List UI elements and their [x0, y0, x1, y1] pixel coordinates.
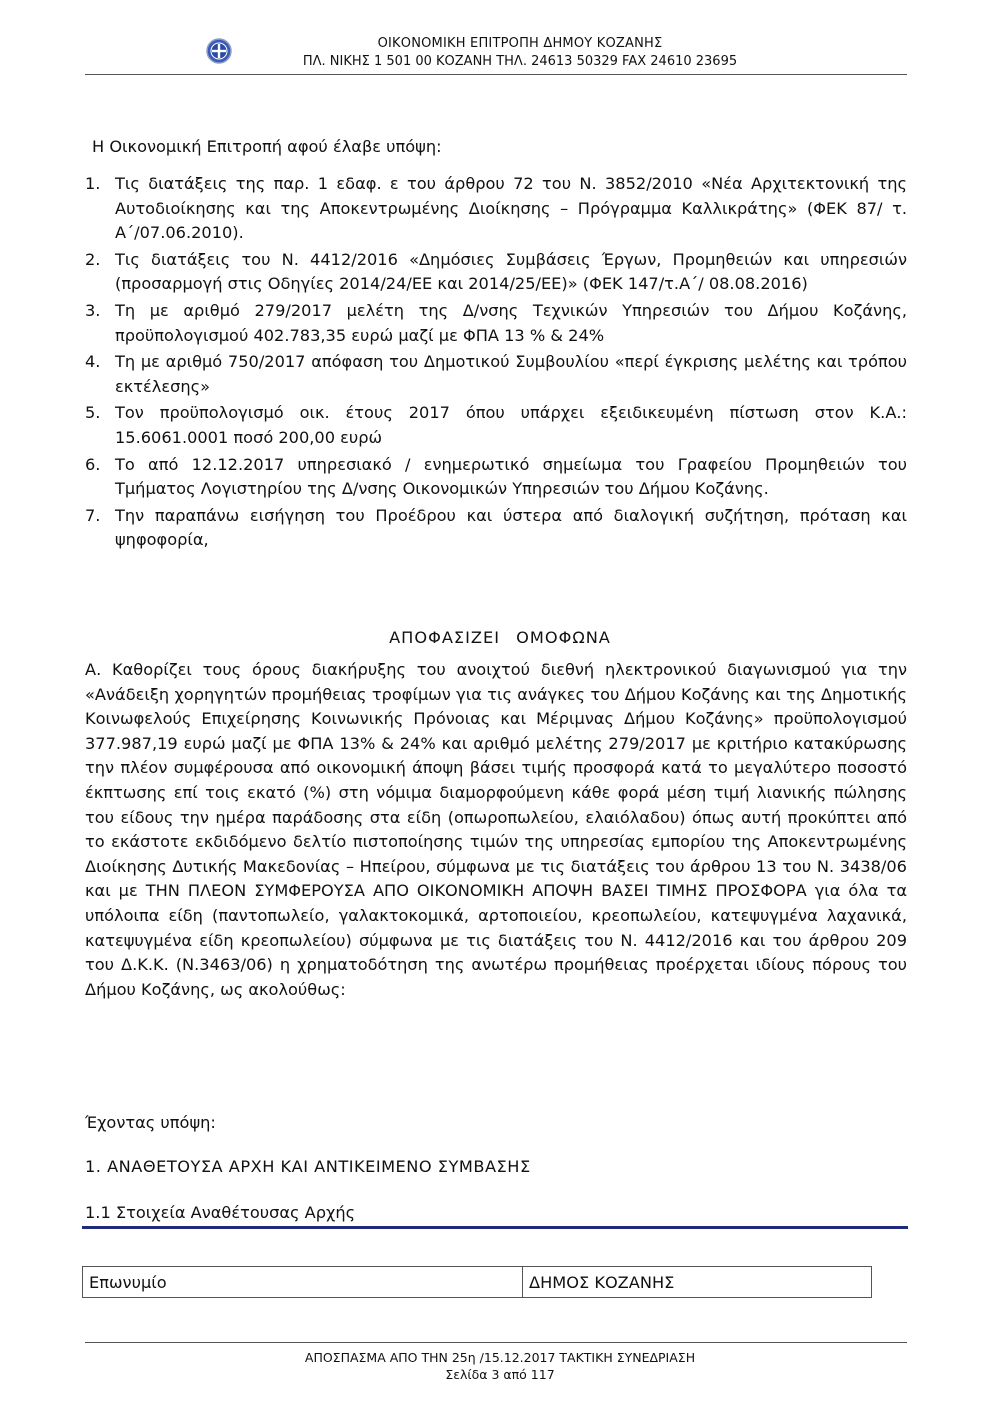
- table-value-cell: ΔΗΜΟΣ ΚΟΖΑΝΗΣ: [523, 1267, 872, 1298]
- item-text: Την παραπάνω εισήγηση του Προέδρου και ύστερα από διαλογική συζήτηση, πρόταση και ψηφοφορία,: [115, 505, 907, 550]
- item-number: 4.: [85, 352, 101, 372]
- item-number: 7.: [85, 505, 101, 525]
- table-key-cell: Επωνυμίο: [83, 1267, 523, 1298]
- list-item: [85, 350, 907, 399]
- item-text: Τη με αριθμό 279/2017 μελέτη της Δ/νσης Τεχνικών Υπηρεσιών του Δήμου Κοζάνης, προϋπολογισμού 402.783,35 ευρώ μαζί με ΦΠΑ 13 % & 24%: [115, 300, 907, 345]
- section-1-heading: 1. ΑΝΑΘΕΤΟΥΣΑ ΑΡΧΗ ΚΑΙ ΑΝΤΙΚΕΙΜΕΝΟ ΣΥΜΒΑΣΗΣ: [85, 1157, 531, 1176]
- list-item: [85, 299, 907, 348]
- header-divider: [85, 74, 907, 75]
- item-number: 1.: [85, 174, 101, 193]
- header-title: ΟΙΚΟΝΟΜΙΚΗ ΕΠΙΤΡΟΠΗ ΔΗΜΟΥ ΚΟΖΑΝΗΣ: [377, 36, 663, 51]
- list-item: [85, 504, 907, 553]
- considerations-list: [85, 172, 907, 555]
- page-header: [0, 0, 1000, 76]
- item-text: Τον προϋπολογισμό οικ. έτους 2017 όπου υπάρχει εξειδικευμένη πίστωση στον Κ.Α.: 15.6061.0001 ποσό 200,00 ευρώ: [115, 403, 907, 447]
- item-number: 5.: [85, 403, 101, 423]
- authority-table: [82, 1266, 872, 1298]
- page-number: Σελίδα 3 από 117: [445, 1367, 555, 1382]
- footer-divider: [85, 1342, 907, 1343]
- item-text: Τις διατάξεις του Ν. 4412/2016 «Δημόσιες Συμβάσεις Έργων, Προμηθειών και υπηρεσιών (προσαρμογή στις Οδηγίες 2014/24/ΕΕ και 2014/25/ΕΕ)» (ΦΕΚ 147/τ.Α΄/ 08.08.2016): [115, 249, 907, 294]
- item-number: 2.: [85, 249, 101, 269]
- paragraph-a: Α. Καθορίζει τους όρους διακήρυξης του ανοιχτού διεθνή ηλεκτρονικού διαγωνισμού για την «Ανάδειξη χορηγητών προμήθειας τροφίμων για τις ανάγκες του Δήμου Κοζάνης και της Δημοτικής Κοινωφελούς Επιχείρησης Κοινωνικής Πρόνοιας και Μέριμνας Δήμου Κοζάνης» προϋπολογισμού 377.987,19 ευρώ μαζί με ΦΠΑ 13% & 24% και αριθμό μελέτης 279/2017 με κριτήριο κατακύρωσης την πλέον συμφέρουσα από οικονομική άποψη βάσει τιμής προσφορά κατά το μεγαλύτερο ποσοστό έκπτωσης επί τοις εκατό (%) στη νόμιμα διαμορφούμενη κάθε φορά μέση τιμή λιανικής πώλησης του είδους την ημέρα παράδοσης στα είδη (οπωροπωλείου, ελαιόλαδου) όπως αυτή προκύπτει από το εκάστοτε εκδιδόμενο δελτίο πιστοποίησης τιμών της υπηρεσίας εμπορίου της Αποκεντρωμένης Διοίκησης Δυτικής Μακεδονίας – Ηπείρου, σύμφωνα με τις διατάξεις του άρθρου 13 του Ν. 3438/06 και με ΤΗΝ ΠΛΕΟΝ ΣΥΜΦΕΡΟΥΣΑ ΑΠΟ ΟΙΚΟΝΟΜΙΚΗ ΑΠΟΨΗ ΒΑΣΕΙ ΤΙΜΗΣ ΠΡΟΣΦΟΡΑ για όλα τα υπόλοιπα είδη (παντοπωλείο, γαλακτοκομικά, αρτοποιείου, κρεοπωλείου, κατεψυγμένα λαχανικά, κατεψυγμένα είδη κρεοπωλείου) σύμφωνα με τις διατάξεις του Ν. 4412/2016 και του άρθρου 209 του Δ.Κ.Κ. (Ν.3463/06) η χρηματοδότηση της ανωτέρω προμήθειας προέρχεται ιδίους πόρους του Δήμου Κοζάνης, ως ακολούθως:: [85, 660, 907, 999]
- section-1-1-heading: 1.1 Στοιχεία Αναθέτουσας Αρχής: [85, 1203, 356, 1222]
- footer-session: ΑΠΟΣΠΑΣΜΑ ΑΠΟ ΤΗΝ 25η /15.12.2017 ΤΑΚΤΙΚΗ ΣΥΝΕΔΡΙΑΣΗ: [304, 1350, 696, 1365]
- list-item: [85, 248, 907, 297]
- table-row: [83, 1267, 872, 1298]
- item-text: Τη με αριθμό 750/2017 απόφαση του Δημοτικού Συμβουλίου «περί έγκρισης μελέτης και τρόπου εκτέλεσης»: [115, 352, 907, 396]
- decision-heading: ΑΠΟΦΑΣΙΖΕΙ ΟΜΟΦΩΝΑ: [389, 628, 611, 647]
- item-text: Το από 12.12.2017 υπηρεσιακό / ενημερωτικό σημείωμα του Γραφείου Προμηθειών του Τμήματος Λογιστηρίου της Δ/νσης Οικονομικών Υπηρεσιών του Δήμου Κοζάνης.: [115, 454, 907, 499]
- list-item: [85, 453, 907, 502]
- header-contact: ΠΛ. ΝΙΚΗΣ 1 501 00 ΚΟΖΑΝΗ ΤΗΛ. 24613 50329 FAX 24610 23695: [302, 54, 738, 69]
- greek-coat-of-arms-icon: [206, 38, 232, 64]
- list-item: [85, 172, 907, 246]
- item-number: 6.: [85, 454, 101, 474]
- section-divider: [82, 1226, 908, 1229]
- item-text: Τις διατάξεις της παρ. 1 εδαφ. ε του άρθρου 72 του Ν. 3852/2010 «Νέα Αρχιτεκτονική της Αυτοδιοίκησης και της Αποκεντρωμένης Διοίκησης – Πρόγραμμα Καλλικράτης» (ΦΕΚ 87/ τ. Α΄/07.06.2010).: [115, 174, 907, 243]
- intro-text: Η Οικονομική Επιτροπή αφού έλαβε υπόψη:: [92, 137, 442, 156]
- item-number: 3.: [85, 300, 101, 320]
- considering-label: Έχοντας υπόψη:: [85, 1113, 216, 1132]
- list-item: [85, 401, 907, 450]
